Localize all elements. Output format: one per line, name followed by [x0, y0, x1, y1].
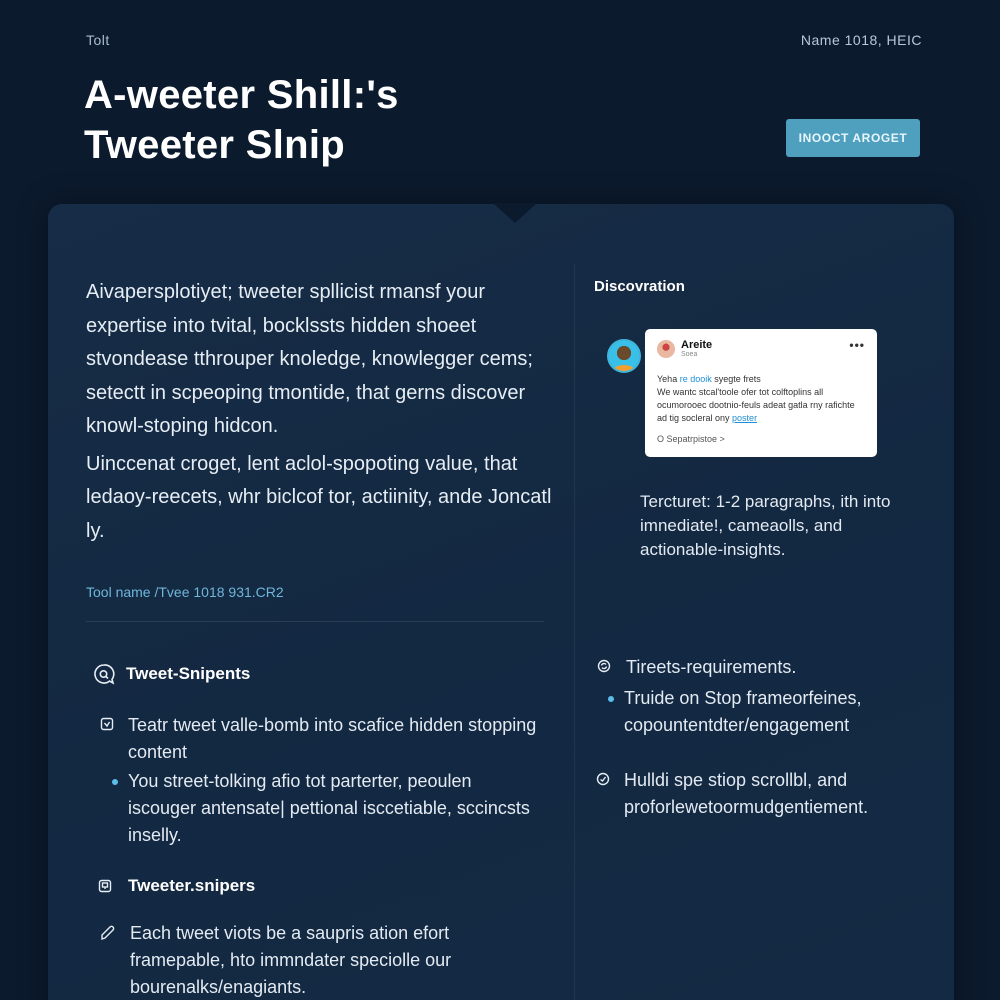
- page-title-line-2: Tweeter Slnip: [84, 123, 345, 167]
- content-card: [48, 204, 954, 1000]
- tweet-footer-link[interactable]: O Sepatrpistoe >: [657, 434, 725, 444]
- list-item: [100, 712, 540, 766]
- intro-text: [86, 276, 556, 548]
- divider: [86, 621, 544, 622]
- card-notch: [493, 203, 537, 223]
- tweet-text: syegte frets: [711, 374, 761, 384]
- bullet-icon: [608, 696, 614, 702]
- ellipsis-icon[interactable]: •••: [849, 338, 865, 352]
- list-item: [596, 767, 936, 821]
- section-heading-tweet-snipents: [92, 662, 250, 686]
- sidebar-heading: Discovration: [594, 278, 685, 295]
- topbar-left-label: Tolt: [86, 32, 110, 48]
- list-item-text: Tireets-requirements.: [626, 657, 797, 677]
- checkbox-icon: [100, 717, 114, 731]
- list-item-text: Truide on Stop frameorfeines, copountentdter/engagement: [624, 688, 862, 735]
- tweet-body: [657, 373, 865, 425]
- square-box-icon: [98, 879, 112, 893]
- list-item-text: Teatr tweet valle-bomb into scafice hidden stopping content: [128, 715, 537, 762]
- tweet-preview-card[interactable]: [645, 329, 877, 457]
- section-heading-tweeter-snipers: [98, 876, 255, 896]
- tweet-author-handle: Soea: [681, 351, 698, 358]
- tweet-author-name: Areite: [681, 339, 713, 351]
- list-item: [112, 768, 542, 849]
- intro-paragraph: Uinccenat croget, lent aclol-spopoting value, that ledaoy-reecets, whr biclcof tor, actiinity, ande Joncatl ly.: [86, 452, 552, 542]
- tweet-highlight: re dooik: [679, 374, 712, 384]
- tool-meta-link[interactable]: Tool name /Tvee 1018 931.CR2: [86, 584, 284, 600]
- topbar-right-label: Name 1018, HEIC: [800, 32, 922, 48]
- cta-button[interactable]: INOOCT AROGET: [786, 119, 920, 157]
- section-heading-label: Tweeter.snipers: [128, 876, 256, 895]
- column-divider: [574, 264, 575, 1000]
- list-item-text: You street-tolking afio tot parterter, peoulen iscouger antensate| pettional isccetiable, sccincsts inselly.: [128, 771, 530, 845]
- tweet-header: [657, 339, 865, 359]
- section-heading-label: Tweet-Snipents: [126, 664, 251, 683]
- check-circle-icon: [596, 772, 610, 786]
- page-title: [84, 70, 399, 170]
- list-item: [100, 920, 540, 1000]
- pen-icon: [100, 925, 116, 941]
- sidebar-description: Tercturet: 1-2 paragraphs, ith into imnediate!, cameaolls, and actionable-insights.: [640, 492, 891, 559]
- list-item-text: Each tweet viots be a saupris ation efort framepable, hto immndater speciolle our bourenalks/enagiants.: [130, 923, 452, 997]
- intro-paragraph: Aivapersplotiyet; tweeter spllicist rmansf your expertise into tvital, bocklssts hidden shoeet stvondease tthrouper knoledge, knowlegger cems; setectt in scpeoping tmontide, that gerns discover knowl-stoping hidcon.: [86, 281, 533, 437]
- avatar[interactable]: [607, 339, 641, 373]
- list-item-text: Hulldi spe stiop scrollbl, and proforlewetoormudgentiement.: [624, 770, 869, 817]
- bullet-icon: [112, 779, 118, 785]
- refresh-circle-icon: [596, 659, 612, 673]
- list-item: [608, 685, 938, 739]
- tweet-text: We wantc stcal'toole ofer tot colftoplins all ocumorooec dootnio-feuls adeat gatla rny rafichte ad tig socleral ony: [657, 387, 855, 423]
- chat-bubble-icon: [92, 662, 116, 686]
- tweet-avatar: [657, 340, 675, 358]
- page-title-line-1: A-weeter Shill:'s: [84, 73, 399, 117]
- tweet-link[interactable]: poster: [732, 413, 758, 423]
- tweet-text: Yeha: [657, 374, 680, 384]
- list-item: [596, 654, 926, 681]
